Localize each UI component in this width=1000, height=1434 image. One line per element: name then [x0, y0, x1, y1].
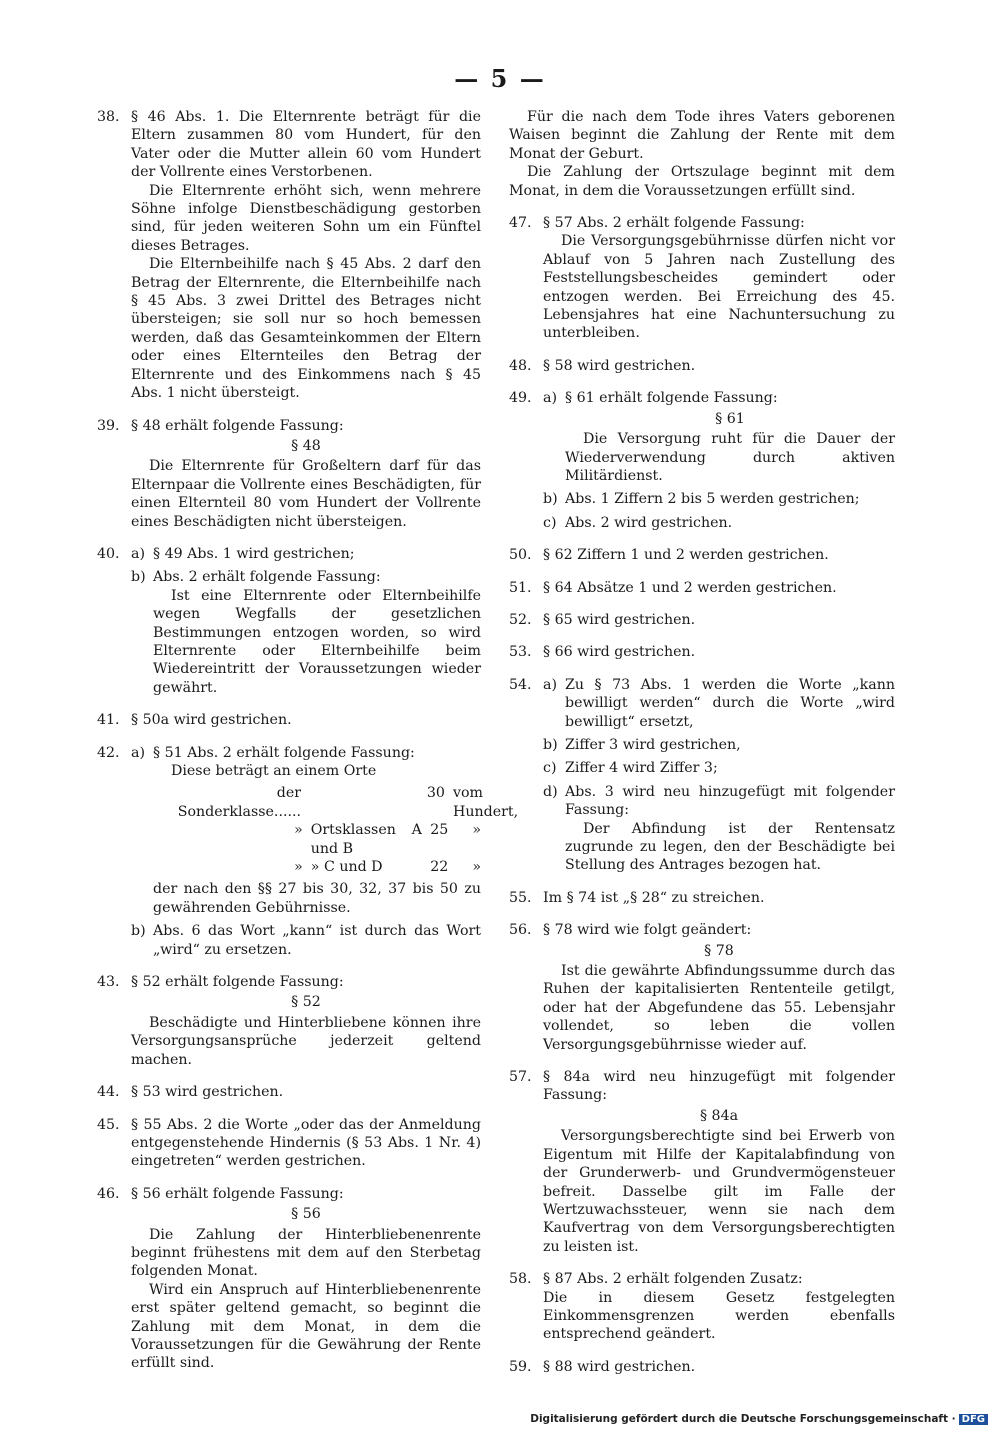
section-heading: § 48 [291, 437, 321, 454]
item-number: 57. [509, 1069, 532, 1086]
subitem-label: a) [131, 545, 145, 562]
item-number: 58. [509, 1271, 532, 1288]
subitem-a [131, 744, 519, 918]
ortsklassen-table [169, 784, 519, 876]
item-55 [509, 889, 895, 907]
item-58 [509, 1270, 895, 1344]
item-text: § 65 wird gestrichen. [543, 611, 696, 628]
item-number: 43. [97, 974, 120, 991]
item-number: 50. [509, 547, 532, 564]
item-number: 42. [97, 744, 120, 761]
subitem-text: Abs. 1 Ziffern 2 bis 5 werden gestrichen; [565, 491, 860, 508]
subitem-text: Abs. 3 wird neu hinzugefügt mit folgender Fassung: [565, 783, 895, 819]
item-text: § 55 Abs. 2 die Worte „oder das der Anmeldung entgegenstehende Hindernis (§ 53 Abs. 1 Nr. 4) eingetreten“ werden gestrichen. [131, 1116, 481, 1170]
section-heading: § 78 [704, 942, 734, 959]
item-text: Die Zahlung der Ortszulage beginnt mit dem Monat, in dem die Voraussetzungen erfüllt sind. [509, 164, 895, 199]
subitem-quote: der nach den §§ 27 bis 30, 32, 37 bis 50 zu gewährenden Gebührnisse. [153, 881, 481, 916]
item-intro: § 56 erhält folgende Fassung: [131, 1185, 344, 1202]
subitem-label: c) [543, 760, 557, 777]
table-cell: der Sonderklasse...... [177, 785, 301, 820]
item-text: § 88 wird gestrichen. [543, 1358, 696, 1375]
item-42 [97, 744, 519, 959]
right-column [509, 108, 895, 1390]
table-row [169, 858, 481, 876]
subitem-label: d) [543, 783, 558, 800]
item-number: 38. [97, 109, 120, 125]
subitem-text: Abs. 2 erhält folgende Fassung: [153, 569, 381, 586]
item-number: 59. [509, 1358, 532, 1375]
item-text: § 66 wird gestrichen. [543, 644, 696, 661]
item-text: Die Elternrente erhöht sich, wenn mehrere Söhne infolge Dienstbeschädigung gestorben sind, für jeden weiteren Sohn um ein Fünftel dieses Betrages. [131, 182, 481, 254]
item-intro: § 52 erhält folgende Fassung: [131, 974, 344, 991]
item-52 [509, 611, 895, 629]
table-row [169, 821, 481, 858]
table-cell: » C und D [310, 859, 383, 876]
subitem-label: a) [131, 744, 145, 761]
subitem-text: Ziffer 3 wird gestrichen, [565, 736, 741, 753]
item-intro: § 78 wird wie folgt geändert: [543, 922, 752, 939]
digitization-footer [530, 1413, 988, 1425]
table-cell: vom Hundert, [453, 785, 519, 820]
subitem-label: b) [131, 569, 146, 586]
item-text: § 53 wird gestrichen. [131, 1084, 284, 1101]
table-cell: » [294, 822, 303, 839]
item-number: 40. [97, 545, 120, 562]
subitem-b [543, 736, 895, 754]
left-column [97, 108, 519, 1387]
item-text: Die Elternrente für Großeltern darf für das Elternpaar die Vollrente eines Beschädigten, für einen Elternteil 80 vom Hundert der Vollrente eines Beschädigten nicht übersteigen. [131, 458, 481, 530]
subitem-text: § 49 Abs. 1 wird gestrichen; [153, 545, 355, 562]
subitem-a [543, 389, 895, 485]
dfg-logo: DFG [959, 1414, 988, 1425]
subitem-label: b) [543, 736, 558, 753]
table-cell: » [472, 859, 481, 876]
section-heading: § 84a [699, 1107, 739, 1124]
subitem-label: c) [543, 514, 557, 531]
subitem-text: Abs. 2 wird gestrichen. [565, 514, 733, 531]
subitem-text: § 61 erhält folgende Fassung: [565, 390, 778, 407]
item-54 [509, 676, 895, 875]
table-cell: 30 [426, 785, 445, 802]
table-cell: » [472, 822, 481, 839]
item-number: 41. [97, 712, 120, 729]
item-48 [509, 357, 895, 375]
subitem-a [543, 676, 895, 731]
subitem-quote: Die Versorgung ruht für die Dauer der Wiederverwendung durch aktiven Militärdienst. [565, 431, 895, 484]
item-text: § 58 wird gestrichen. [543, 357, 696, 374]
item-47 [509, 214, 895, 343]
subitem-c [543, 514, 895, 532]
item-text: Die Versorgungsgebührnisse dürfen nicht vor Ablauf von 5 Jahren nach Zustellung des Feststellungsbescheides gemindert oder entzogen werden. Bei Erreichung des 45. Lebensjahres hat eine Nachuntersuchung zu unterbleiben. [543, 233, 895, 342]
section-heading: § 52 [291, 994, 321, 1011]
subitem-c [543, 759, 895, 777]
item-number: 39. [97, 417, 120, 434]
subitem-label: b) [543, 491, 558, 508]
item-45 [97, 1116, 481, 1171]
subitem-d [543, 783, 895, 875]
item-text: § 64 Absätze 1 und 2 werden gestrichen. [543, 579, 837, 596]
section-heading: § 61 [715, 410, 745, 427]
item-57 [509, 1068, 895, 1256]
subitem-label: b) [131, 923, 146, 940]
item-38 [97, 108, 481, 403]
item-40 [97, 545, 481, 697]
table-cell: 22 [430, 859, 449, 876]
item-number: 56. [509, 922, 532, 939]
item-number: 45. [97, 1116, 120, 1133]
item-50 [509, 546, 895, 564]
item-number: 47. [509, 215, 532, 232]
item-number: 46. [97, 1185, 120, 1202]
item-number: 52. [509, 611, 532, 628]
item-41 [97, 711, 481, 729]
item-number: 44. [97, 1084, 120, 1101]
subitem-quote: Ist eine Elternrente oder Elternbeihilfe wegen Wegfalls der gesetzlichen Bestimmungen entzogen worden, so wird Elternrente oder Elternbeihilfe beim Wiedereintritt der Voraussetzungen wieder gewährt. [153, 587, 481, 696]
subitem-a [131, 545, 481, 563]
item-59 [509, 1358, 895, 1376]
item-44 [97, 1083, 481, 1101]
table-cell [309, 784, 419, 821]
item-number: 49. [509, 390, 532, 407]
subitem-b [131, 568, 481, 697]
item-number: 48. [509, 357, 532, 374]
item-text: § 46 Abs. 1. Die Elternrente beträgt für die Eltern zusammen 80 vom Hundert, für den Vater oder die Mutter allein 60 vom Hundert der Vollrente eines Verstorbenen. [131, 109, 481, 181]
item-text: § 50a wird gestrichen. [131, 712, 292, 729]
item-text: Die Elternbeihilfe nach § 45 Abs. 2 darf den Betrag der Elternrente, die Elternbeihilfe nach § 45 Abs. 3 zwei Drittel des Betrages nicht übersteigen; sie soll nur so hoch bemessen werden, daß das Gesamteinkommen der Eltern oder eines Elternteiles den Betrag der Elternrente und des Einkommens nach § 45 Abs. 1 nicht übersteigt. [131, 256, 481, 402]
subitem-text: § 51 Abs. 2 erhält folgende Fassung: [153, 744, 415, 761]
table-row [169, 784, 519, 821]
subitem-b [131, 922, 481, 959]
item-intro: § 57 Abs. 2 erhält folgende Fassung: [543, 215, 805, 232]
item-number: 53. [509, 644, 532, 661]
table-cell: Ortsklassen A und B [310, 822, 422, 857]
item-number: 55. [509, 889, 532, 906]
subitem-text: Ziffer 4 wird Ziffer 3; [565, 760, 718, 777]
item-46 [97, 1185, 481, 1373]
item-text: Die Zahlung der Hinterbliebenenrente beginnt frühestens mit dem auf den Sterbetag folgenden Monat. [131, 1226, 481, 1280]
item-text: Wird ein Anspruch auf Hinterbliebenenrente erst später geltend gemacht, so beginnt die Zahlung mit dem Monat, in dem die Voraussetzungen für die Gewährung der Rente erfüllt sind. [131, 1281, 481, 1372]
subitem-quote: Der Abfindung ist der Rentensatz zugrunde zu legen, den der Beschädigte bei Stellung des Antrages bezogen hat. [565, 820, 895, 874]
item-39 [97, 417, 481, 531]
table-cell: 25 [430, 822, 449, 839]
item-intro: § 48 erhält folgende Fassung: [131, 417, 344, 434]
item-number: 54. [509, 676, 532, 693]
subitem-label: a) [543, 390, 557, 407]
section-heading: § 56 [291, 1206, 321, 1223]
table-cell: » [294, 859, 303, 876]
item-text: Die in diesem Gesetz festgelegten Einkommensgrenzen werden ebenfalls entsprechend geändert. [543, 1289, 895, 1343]
item-number: 51. [509, 579, 532, 596]
footer-text: Digitalisierung gefördert durch die Deutsche Forschungsgemeinschaft · [530, 1413, 956, 1425]
item-text: Für die nach dem Tode ihres Vaters geborenen Waisen beginnt die Zahlung der Rente mit dem Monat der Geburt. [509, 109, 895, 162]
item-intro: § 84a wird neu hinzugefügt mit folgender Fassung: [543, 1069, 895, 1104]
item-53 [509, 643, 895, 661]
subitem-b [543, 490, 895, 508]
page-number: — 5 — [454, 64, 546, 93]
subitem-label: a) [543, 676, 557, 693]
item-text: § 62 Ziffern 1 und 2 werden gestrichen. [543, 547, 829, 564]
item-51 [509, 579, 895, 597]
item-text: Ist die gewährte Abfindungssumme durch das Ruhen der kapitalisierten Rententeile getilgt, oder hat der Abgefundene das 55. Lebensjahr vollendet, so leben die vollen Versorgungsgebührnisse wieder auf. [543, 963, 895, 1053]
item-text: Im § 74 ist „§ 28“ zu streichen. [543, 889, 765, 906]
item-text: Beschädigte und Hinterbliebene können ihre Versorgungsansprüche jederzeit geltend machen. [131, 1014, 481, 1068]
subitem-text: Zu § 73 Abs. 1 werden die Worte „kann bewilligt werden“ durch die Worte „wird bewilligt“ ersetzt, [565, 676, 895, 730]
item-43 [97, 973, 481, 1069]
item-intro: § 87 Abs. 2 erhält folgenden Zusatz: [543, 1271, 803, 1288]
item-56 [509, 921, 895, 1054]
item-46-continued [509, 108, 895, 200]
item-49 [509, 389, 895, 532]
subitem-quote: Diese beträgt an einem Orte [171, 763, 377, 779]
subitem-text: Abs. 6 das Wort „kann“ ist durch das Wort „wird“ zu ersetzen. [153, 923, 481, 958]
item-text: Versorgungsberechtigte sind bei Erwerb von Eigentum mit Hilfe der Kapitalabfindung von der Grunderwerb- und Grundvermögensteuer befreit. Dasselbe gilt im Falle der Wertzuwachssteuer, wenn sie nach dem Kaufvertrag von dem Versorgungsberechtigten zu leisten ist. [543, 1128, 895, 1255]
